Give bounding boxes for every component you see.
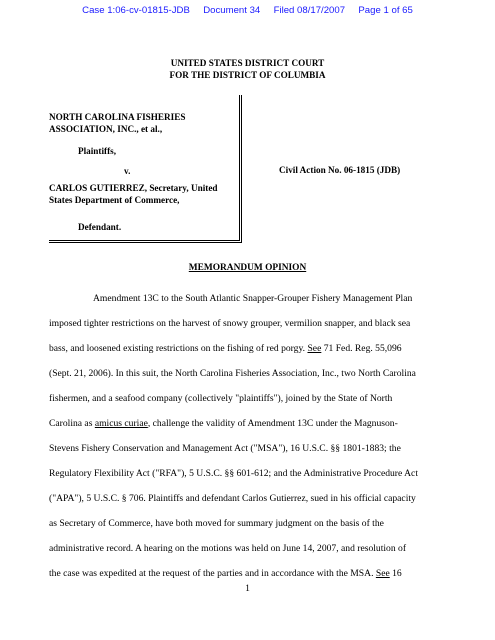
court-line-1: UNITED STATES DISTRICT COURT [170, 58, 325, 68]
plaintiffs-label: Plaintiffs, [78, 146, 117, 156]
body-line: (Sept. 21, 2006). In this suit, the North Carolina Fisheries Association, Inc., two North Carolina [49, 368, 416, 379]
page-number: 1 [245, 583, 250, 594]
text-span: the case was expedited at the request of the parties and in accordance with the MSA. [49, 568, 376, 579]
body-line: fishermen, and a seafood company (collectively "plaintiffs"), joined by the State of North [49, 393, 393, 404]
versus-label: v. [124, 166, 131, 176]
text-span: Carolina as [49, 418, 95, 429]
body-line: ("APA"), 5 U.S.C. § 706. Plaintiffs and defendant Carlos Gutierrez, sued in his official capacity [49, 493, 416, 504]
body-line: administrative record. A hearing on the motions was held on June 14, 2007, and resolution of [49, 543, 407, 554]
court-line-2: FOR THE DISTRICT OF COLUMBIA [169, 70, 326, 80]
defendant-label: Defendant. [78, 222, 122, 232]
header-filed-date: Filed 08/17/2007 [273, 5, 346, 16]
defendant-line-1: CARLOS GUTIERREZ, Secretary, United [49, 183, 218, 193]
body-line: Stevens Fishery Conservation and Management Act ("MSA"), 16 U.S.C. §§ 1801-1883; the [49, 443, 401, 454]
defendant-line-2: States Department of Commerce, [49, 195, 180, 205]
plaintiff-line-1: NORTH CAROLINA FISHERIES [49, 112, 186, 122]
body-line: imposed tighter restrictions on the harvest of snowy grouper, vermilion snapper, and black sea [49, 318, 411, 329]
body-line [49, 418, 398, 429]
plaintiff-name [49, 111, 186, 135]
body-line [49, 568, 402, 579]
text-span: 71 Fed. Reg. 55,096 [321, 343, 402, 354]
civil-action-number: Civil Action No. 06-1815 (JDB) [279, 165, 401, 175]
plaintiff-line-2: ASSOCIATION, INC., et al., [49, 124, 163, 134]
body-line: Amendment 13C to the South Atlantic Snapper-Grouper Fishery Management Plan [93, 293, 413, 304]
latin-term: amicus curiae [94, 418, 148, 429]
text-span: 16 [389, 568, 402, 579]
text-span: , challenge the validity of Amendment 13C under the Magnuson- [147, 418, 398, 429]
header-page: Page 1 of 65 [358, 5, 413, 16]
defendant-name [49, 182, 218, 206]
court-name [0, 57, 495, 81]
header-case-number: Case 1:06-cv-01815-JDB [82, 5, 190, 16]
body-line: as Secretary of Commerce, have both moved for summary judgment on the basis of the [49, 518, 384, 529]
body-line [49, 343, 402, 354]
text-span: bass, and loosened existing restrictions on the fishing of red porgy. [49, 343, 308, 354]
ecf-header [0, 5, 495, 16]
header-document: Document 34 [203, 5, 261, 16]
document-title: MEMORANDUM OPINION [188, 263, 307, 273]
citation-signal: See [375, 568, 390, 579]
body-line: Regulatory Flexibility Act ("RFA"), 5 U.S.C. §§ 601-612; and the Administrative Procedure Act [49, 468, 418, 479]
citation-signal: See [307, 343, 322, 354]
